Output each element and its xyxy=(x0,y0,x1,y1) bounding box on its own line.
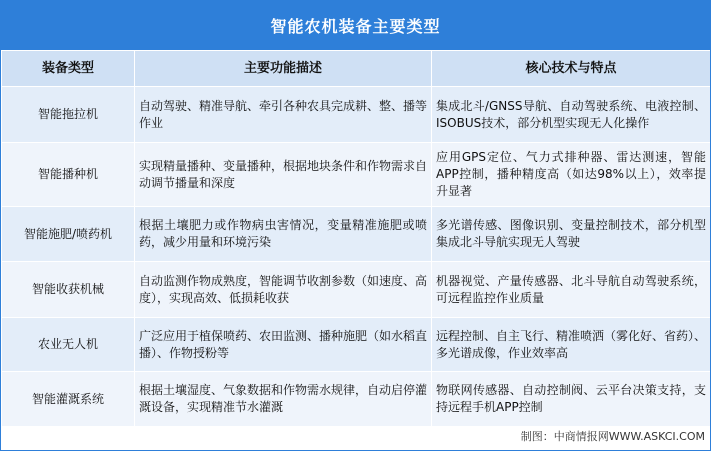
cell-technology: 物联网传感器、自动控制阀、云平台决策支持，支持远程手机APP控制 xyxy=(432,372,711,427)
cell-type: 智能灌溉系统 xyxy=(2,372,135,427)
header-row xyxy=(2,51,711,87)
table-row xyxy=(2,207,711,262)
cell-technology: 集成北斗/GNSS导航、自动驾驶系统、电液控制、ISOBUS技术，部分机型实现无人化操作 xyxy=(432,87,711,143)
cell-function: 自动监测作物成熟度，智能调节收割参数（如速度、高度），实现高效、低损耗收获 xyxy=(135,262,432,318)
cell-function: 根据土壤肥力或作物病虫害情况，变量精准施肥或喷药，减少用量和环境污染 xyxy=(135,207,432,262)
cell-type: 智能播种机 xyxy=(2,143,135,207)
table-row xyxy=(2,143,711,207)
cell-type: 智能拖拉机 xyxy=(2,87,135,143)
cell-technology: 多光谱传感、图像识别、变量控制技术，部分机型集成北斗导航实现无人驾驶 xyxy=(432,207,711,262)
cell-type: 智能施肥/喷药机 xyxy=(2,207,135,262)
cell-technology: 远程控制、自主飞行、精准喷洒（雾化好、省药）、多光谱成像，作业效率高 xyxy=(432,318,711,372)
source-credit: 制图：中商情报网WWW.ASKCI.COM xyxy=(520,430,705,443)
table-row xyxy=(2,87,711,143)
cell-type: 农业无人机 xyxy=(2,318,135,372)
cell-function: 根据土壤湿度、气象数据和作物需水规律，自动启停灌溉设备，实现精准节水灌溉 xyxy=(135,372,432,427)
cell-technology: 机器视觉、产量传感器、北斗导航自动驾驶系统，可远程监控作业质量 xyxy=(432,262,711,318)
header-core-technology: 核心技术与特点 xyxy=(432,51,711,87)
table-row xyxy=(2,262,711,318)
header-main-function: 主要功能描述 xyxy=(135,51,432,87)
equipment-table xyxy=(1,50,711,427)
cell-technology: 应用GPS定位、气力式排种器、雷达测速，智能APP控制，播种精度高（如达98%以上），效率提升显著 xyxy=(432,143,711,207)
cell-type: 智能收获机械 xyxy=(2,262,135,318)
cell-function: 实现精量播种、变量播种，根据地块条件和作物需求自动调节播量和深度 xyxy=(135,143,432,207)
cell-function: 自动驾驶、精准导航、牵引各种农具完成耕、整、播等作业 xyxy=(135,87,432,143)
cell-function: 广泛应用于植保喷药、农田监测、播种施肥（如水稻直播）、作物授粉等 xyxy=(135,318,432,372)
header-equipment-type: 装备类型 xyxy=(2,51,135,87)
table-row xyxy=(2,318,711,372)
table-row xyxy=(2,372,711,427)
table-title: 智能农机装备主要类型 xyxy=(0,0,711,50)
